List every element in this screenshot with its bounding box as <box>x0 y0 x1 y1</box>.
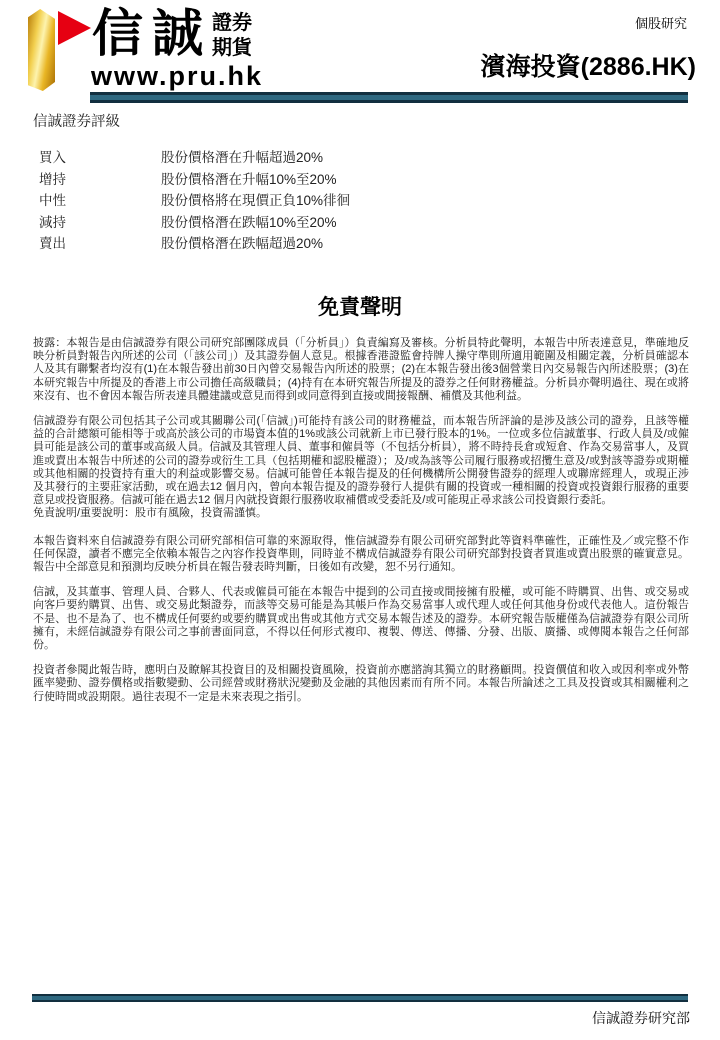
disclaimer-body <box>33 337 689 716</box>
rating-row-sell <box>33 233 533 255</box>
rating-description: 股份價格潛在升幅10%至20% <box>161 171 337 187</box>
brand-sub-line1: 證券 <box>212 12 253 34</box>
brand-subtitle <box>212 4 252 61</box>
website-url: www.pru.hk <box>91 61 264 91</box>
disclaimer-paragraph-1: 披露：本報告是由信誠證券有限公司研究部團隊成員（「分析員」）負責編寫及審核。分析員特此聲明，本報告中所表達意見，準確地反映分析員對報告內所述的公司（「該公司」）及其證券個人意見。根據香港證監會持牌人操守準則所適用範圍及相關定義，分析員確認本人及其有聯繫者均沒有(1)在本報告發出前30日內曾交易報告內所述的股票；(2)在本報告發出後3個營業日內交易報告內所述股票；(3)在本研究報告中所提及的香港上市公司擔任高級職員；(4)持有在本研究報告所提及的證券之任何財務權益。分析員亦聲明過往、現在或將來沒有、也不會因本報告所表達具體建議或意見而得到或同意得到直接或間接報酬、補償及其他利益。 <box>33 337 689 402</box>
rating-description: 股份價格潛在跌幅超過20% <box>161 236 324 251</box>
logo-gold-column-icon <box>28 9 55 91</box>
company-logo <box>28 4 308 94</box>
ratings-section-title: 信誠證券評級 <box>33 114 120 130</box>
ratings-section <box>33 110 533 255</box>
disclaimer-paragraph-2: 信誠證券有限公司包括其子公司或其關聯公司(「信誠」)可能持有該公司的財務權益，而本報告所評論的是涉及該公司的證券，且該等權益的合計總額可能相等于或高於該公司的市場資本值的1%或該公司就新上市已發行股本的1%。一位或多位信誠董事、行政人員及/或僱員可能是該公司的董事或高級人員。信誠及其管理人員、董事和僱員等（不包括分析員），將不時持長倉或短倉、作為交易當事人，及買進或賣出本報告中所述的公司的證券或衍生工具（包括期權和認股權證）；及/或為該等公司履行服務或招攬生意及/或對該等證券或期權或其他相關的投資持有重大的利益或影響交易。信誠可能曾任本報告提及的任何機構所公開發售證券的經理人或聯席經理人，或現正涉及其發行的主要莊家活動，或在過去12 個月內，曾向本報告提及的證券發行人提供有關的投資或一種相關的投資或投資銀行服務的重要意見或投資服務。信誠可能在過去12 個月內就投資銀行服務收取補償或受委託及/或可能現正尋求該公司投資銀行委託。 <box>33 415 689 507</box>
rating-description: 股份價格潛在跌幅10%至20% <box>161 214 337 230</box>
brand-name: 信誠 <box>92 5 213 62</box>
brand-sub-line2: 期貨 <box>212 37 253 59</box>
rating-row-accumulate <box>33 169 533 191</box>
disclaimer-paragraph-5: 投資者參閱此報告時，應明白及瞭解其投資目的及相關投資風險，投資前亦應諮詢其獨立的財務顧問。投資價值和收入或因利率或外幣匯率變動、證券價格或指數變動、公司經營或財務狀況變動及金融的其他因素而有所不同。本報告所論述之工具及投資或其相關權利之行使時間或設期限。過往表現不一定是未來表現之指引。 <box>33 664 689 703</box>
rating-label: 減持 <box>39 214 66 230</box>
disclaimer-paragraph-4: 信誠，及其董事、管理人員、合夥人、代表或僱員可能在本報告中提到的公司直接或間接擁有股權，或可能不時購買、出售、或交易或向客戶要約購買、出售、或交易此類證券，而該等交易可能是為其帳戶作為交易當事人或代理人或任何其他身份或代表他人。這份報告不是、也不是為了、也不構成任何要約或要約購買或出售或其他方式交易本報告述及的證券。本研究報告版權僅為信誠證券有限公司所擁有，未經信誠證券有限公司之事前書面同意，不得以任何形式複印、複製、傳送、傳播、分發、出版、廣播、或傳閱本報告之任何部份。 <box>33 586 689 652</box>
rating-row-neutral <box>33 190 533 212</box>
report-title: 濱海投資(2886.HK) <box>480 53 696 81</box>
disclaimer-paragraph-3: 本報告資料來自信誠證券有限公司研究部相信可靠的來源取得，惟信誠證券有限公司研究部對此等資料準確性，正確性及／或完整不作任何保證，讀者不應完全依賴本報告之內容作投資準則，同時並不構成信誠證券有限公司研究部對投資者買進或賣出股票的確實意見。報告中全部意見和預測均反映分析員在報告發表時判斷，日後如有改變，恕不另行通知。 <box>33 534 689 574</box>
rating-label: 賣出 <box>39 236 66 251</box>
footer-divider <box>32 994 688 1002</box>
header-divider <box>90 92 688 103</box>
disclaimer-risk-note: 免責說明/重要說明：股市有風險，投資需謹慎。 <box>33 507 268 520</box>
rating-description: 股份價格將在現價正負10%徘徊 <box>161 193 351 208</box>
footer-department: 信誠證券研究部 <box>592 1010 690 1026</box>
rating-label: 中性 <box>39 193 66 208</box>
logo-red-flag-icon <box>58 11 91 45</box>
report-type-label: 個股研究 <box>634 16 687 31</box>
rating-row-buy <box>33 147 533 169</box>
rating-description: 股份價格潛在升幅超過20% <box>161 150 324 165</box>
rating-label: 買入 <box>39 150 66 165</box>
rating-row-reduce <box>33 212 533 234</box>
rating-label: 增持 <box>39 171 66 187</box>
disclaimer-title: 免責聲明 <box>318 296 402 319</box>
brand-row <box>92 4 252 64</box>
